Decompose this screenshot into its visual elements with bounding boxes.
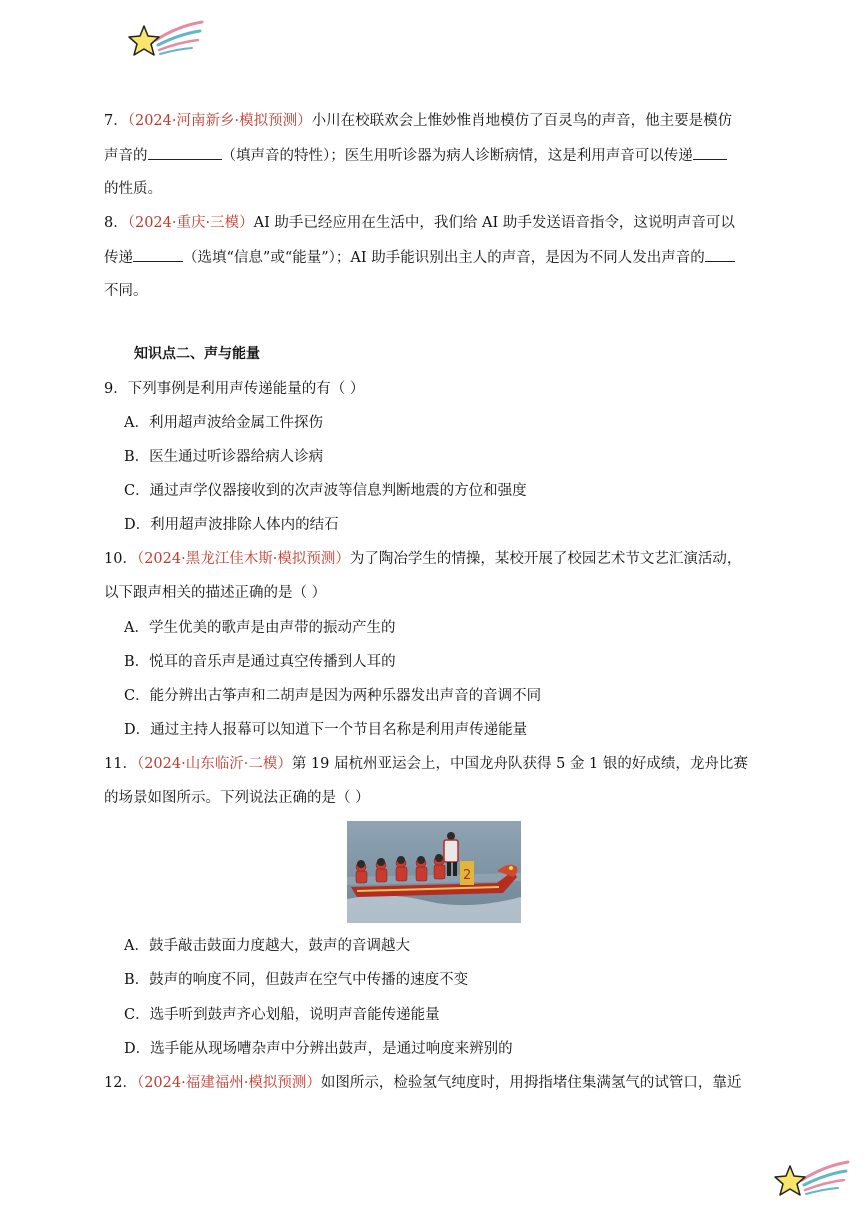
- q7-number: 7．: [104, 113, 128, 129]
- q10-option-a[interactable]: A．学生优美的歌声是由声带的振动产生的: [124, 620, 396, 636]
- q8-line-3: 不同。: [104, 283, 148, 299]
- answer-blank[interactable]: [148, 145, 222, 160]
- q11-option-c[interactable]: C．选手听到鼓声齐心划船，说明声音能传递能量: [124, 1007, 440, 1023]
- shooting-star-icon: [772, 1158, 850, 1204]
- q12-source: （2024·福建福州·模拟预测）: [136, 1075, 321, 1091]
- q10-line-2: 以下跟声相关的描述正确的是（ ）: [104, 585, 327, 601]
- q10-option-d[interactable]: D．通过主持人报幕可以知道下一个节目名称是利用声传递能量: [124, 722, 528, 738]
- dragon-boat-photo: [347, 821, 521, 923]
- q12-text: 如图所示，检验氢气纯度时，用拇指堵住集满氢气的试管口，靠近: [320, 1075, 742, 1091]
- q7-text-2a: 声音的: [104, 148, 148, 164]
- q10-number: 10．: [104, 551, 137, 567]
- q12-line-1: [104, 1073, 741, 1093]
- answer-blank[interactable]: [705, 247, 735, 262]
- q10-source: （2024·黑龙江佳木斯·模拟预测）: [136, 551, 350, 567]
- q8-line-1: [104, 213, 735, 233]
- answer-blank[interactable]: [133, 247, 183, 262]
- q10-text: 为了陶冶学生的情操，某校开展了校园艺术节文艺汇演活动，: [349, 551, 742, 567]
- q11-option-a[interactable]: A．鼓手敲击鼓面力度越大，鼓声的音调越大: [124, 938, 410, 954]
- q11-line-1: [104, 754, 748, 774]
- q11-source: （2024·山东临沂·二模）: [136, 756, 292, 772]
- q7-source: （2024·河南新乡·模拟预测）: [127, 113, 312, 129]
- q12-number: 12．: [104, 1075, 137, 1091]
- q8-text: AI 助手已经应用在生活中，我们给 AI 助手发送语音指令，这说明声音可以: [253, 215, 735, 231]
- q11-text: 第 19 届杭州亚运会上，中国龙舟队获得 5 金 1 银的好成绩，龙舟比赛: [291, 756, 748, 772]
- q8-line-2: [104, 247, 735, 268]
- q7-text: 小川在校联欢会上惟妙惟肖地模仿了百灵鸟的声音，他主要是模仿: [311, 113, 733, 129]
- q10-option-b[interactable]: B．悦耳的音乐声是通过真空传播到人耳的: [124, 654, 396, 670]
- q11-option-d[interactable]: D．选手能从现场嘈杂声中分辨出鼓声，是通过响度来辨别的: [124, 1041, 513, 1057]
- q9-option-b[interactable]: B．医生通过听诊器给病人诊病: [124, 449, 324, 465]
- q11-line-2: 的场景如图所示。下列说法正确的是（ ）: [104, 790, 370, 806]
- q11-number: 11．: [104, 756, 137, 772]
- q8-text-2b: （选填“信息”或“能量”）；AI 助手能识别出主人的声音，是因为不同人发出声音的: [183, 250, 705, 266]
- q9-option-d[interactable]: D．利用超声波排除人体内的结石: [124, 517, 339, 533]
- shooting-star-icon: [126, 18, 204, 64]
- q8-text-2a: 传递: [104, 250, 133, 266]
- q11-option-b[interactable]: B．鼓声的响度不同，但鼓声在空气中传播的速度不变: [124, 972, 469, 988]
- q10-line-1: [104, 549, 741, 569]
- answer-blank[interactable]: [693, 145, 727, 160]
- boat-number: 2: [463, 868, 472, 883]
- q8-number: 8．: [104, 215, 128, 231]
- q9-option-a[interactable]: A．利用超声波给金属工件探伤: [124, 415, 323, 431]
- q10-option-c[interactable]: C．能分辨出古筝声和二胡声是因为两种乐器发出声音的音调不同: [124, 688, 542, 704]
- q7-text-2b: （填声音的特性）；医生用听诊器为病人诊断病情，这是利用声音可以传递: [221, 148, 693, 164]
- q9-option-c[interactable]: C．通过声学仪器接收到的次声波等信息判断地震的方位和强度: [124, 483, 527, 499]
- q8-source: （2024·重庆·三模）: [127, 215, 254, 231]
- q7-line-3: 的性质。: [104, 181, 162, 197]
- q7-line-2: [104, 145, 727, 166]
- q7-line-1: [104, 111, 732, 131]
- section-heading: 知识点二、声与能量: [134, 346, 260, 362]
- q9-stem: 9．下列事例是利用声传递能量的有（ ）: [104, 381, 365, 397]
